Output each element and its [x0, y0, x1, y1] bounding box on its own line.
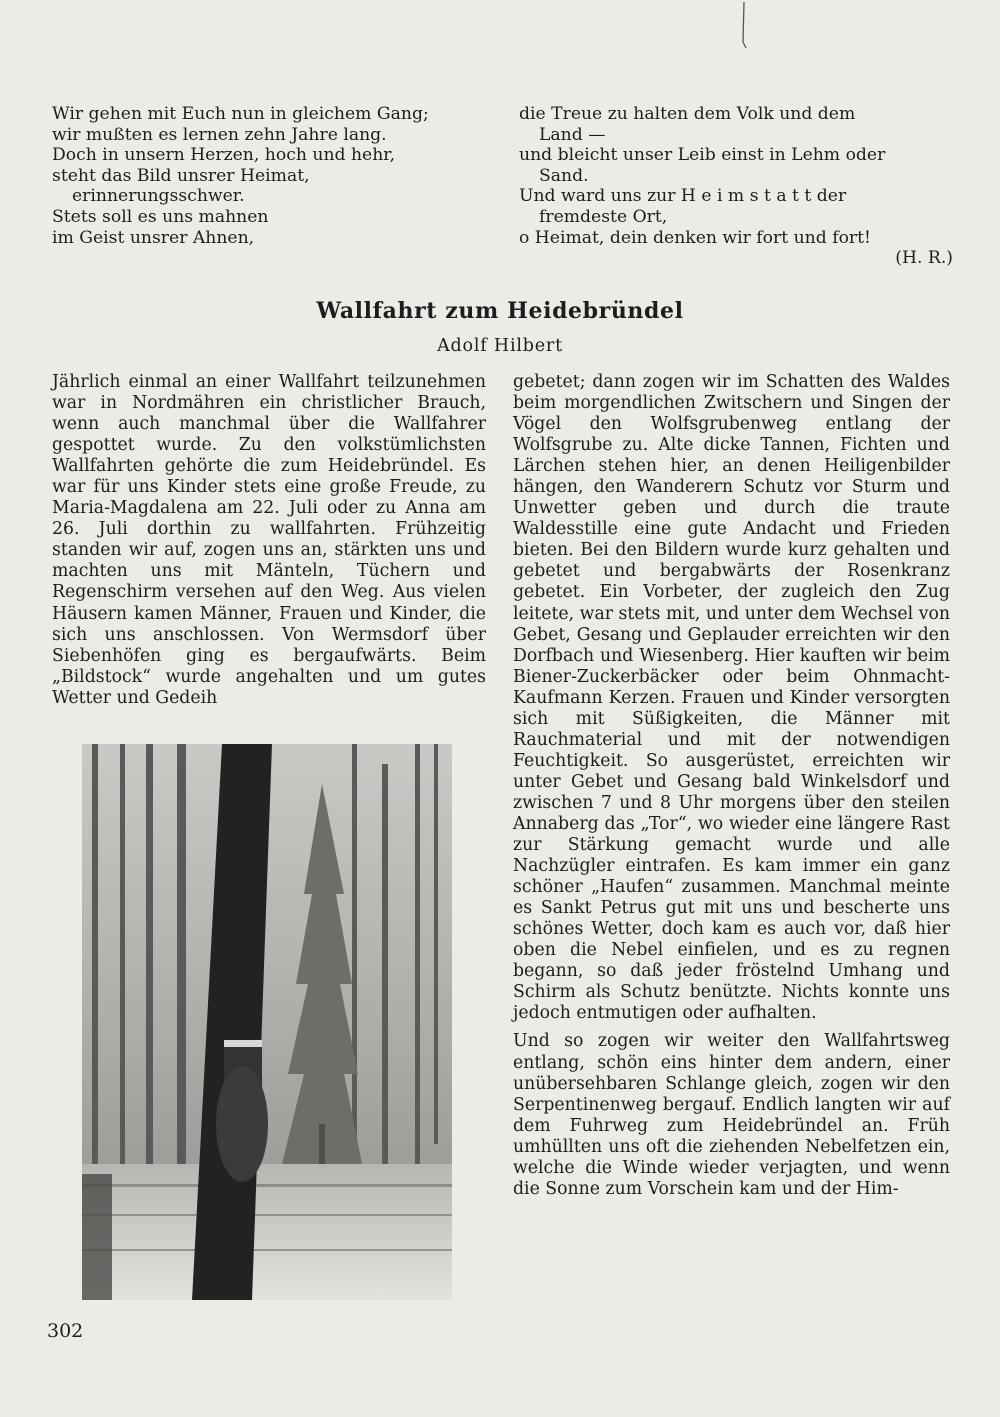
article-title: Wallfahrt zum Heidebründel [316, 298, 684, 324]
poem-line: Sand. [539, 165, 589, 186]
poem-line: Wir gehen mit Euch nun in gleichem Gang; [52, 104, 429, 124]
poem-line: Und ward uns zur H e i m s t a t t der [519, 186, 847, 207]
poem-line: Doch in unsern Herzen, hoch und hehr, [52, 145, 396, 166]
poem-line: wir mußten es lernen zehn Jahre lang. [52, 124, 387, 145]
poem-line: und bleicht unser Leib einst in Lehm oder [519, 145, 886, 166]
poem-line: fremdeste Ort, [539, 206, 668, 227]
article-right-column [513, 372, 950, 1200]
article-paragraph: gebetet; dann zogen wir im Schatten des Waldes beim morgendlichen Zwitschern und Singen der Vögel den Wolfsgrubenweg entlang der Wolfsgrube zu. Alte dicke Tannen, Fichten und Lärchen stehen hier, an denen Heiligenbilder hängen, den Wanderern Schutz vor Sturm und Unwetter geben und durch die traute Waldesstille eine gute Andacht und Frieden bieten. Bei den Bildern wurde kurz gehalten und gebetet und bergabwärts der Rosenkranz gebetet. Ein Vorbeter, der zugleich den Zug leitete, war stets mit, und unter dem Wechsel von Gebet, Gesang und Geplauder erreichten wir den Dorfbach und Wiesenberg. Hier kauften wir beim Biener-Zuckerbäcker oder beim Ohnmacht-Kaufmann Kerzen. Frauen und Kinder versorgten sich mit Süßigkeiten, die Männer mit Rauchmaterial und mit der notwendigen Feuchtigkeit. So ausgerüstet, erreichten wir unter Gebet und Gesang bald Winkelsdorf und zwischen 7 und 8 Uhr morgens über den steilen Annaberg das „Tor“, wo wieder eine längere Rast zur Stärkung gemacht wurde und alle Nachzügler eintrafen. Es kam immer ein ganz schöner „Haufen“ zusammen. Manchmal meinte es Sankt Petrus gut mit uns und bescherte uns schönes Wetter, doch kam es auch vor, daß hier oben die Nebel einfielen, und es zu regnen begann, so daß jeder fröstelnd Umhang und Schirm als Schutz benützte. Nichts konnte uns jedoch entmutigen oder aufhalten. [513, 372, 950, 1024]
poem-line: Land — [539, 124, 606, 145]
poem-line: erinnerungsschwer. [72, 186, 245, 207]
article-left-column [52, 372, 486, 709]
poem-line: steht das Bild unsrer Heimat, [52, 165, 310, 186]
poem-signature: (H. R.) [895, 248, 953, 269]
page-corner-mark [741, 2, 747, 50]
article-author: Adolf Hilbert [437, 336, 563, 356]
forest-photo [82, 744, 452, 1300]
article-paragraph: Und so zogen wir weiter den Wallfahrtsweg entlang, schön eins hinter dem andern, einer unübersehbaren Schlange gleich, zogen wir den Serpentinenweg bergauf. Endlich langten wir auf dem Fuhrweg zum Heidebründel an. Früh umhüllten uns oft die ziehenden Nebelfetzen ein, welche die Winde wieder verjagten, und wenn die Sonne zum Vorschein kam und der Him- [513, 1031, 950, 1199]
poem-right-column [519, 104, 959, 269]
poem-line: o Heimat, dein denken wir fort und fort! [519, 227, 871, 248]
poem-line: im Geist unsrer Ahnen, [52, 227, 255, 248]
page-number: 302 [47, 1320, 84, 1342]
poem-left-column [52, 104, 502, 248]
article-paragraph: Jährlich einmal an einer Wallfahrt teilzunehmen war in Nordmähren ein christlicher Brauch, wenn auch manchmal über die Wallfahrer gespottet wurde. Zu den volkstümlichsten Wallfahrten gehörte die zum Heidebründel. Es war für uns Kinder stets eine große Freude, zu Maria-Magdalena am 22. Juli oder zu Anna am 26. Juli dorthin zu wallfahrten. Frühzeitig standen wir auf, zogen uns an, stärkten uns und machten uns mit Mänteln, Tüchern und Regenschirm versehen auf den Weg. Aus vielen Häusern kamen Männer, Frauen und Kinder, die sich uns anschlossen. Von Wermsdorf über Siebenhöfen ging es bergaufwärts. Beim „Bildstock“ wurde angehalten und um gutes Wetter und Gedeih [52, 372, 486, 708]
poem-line: Stets soll es uns mahnen [52, 206, 269, 227]
poem-line: die Treue zu halten dem Volk und dem [519, 104, 856, 124]
